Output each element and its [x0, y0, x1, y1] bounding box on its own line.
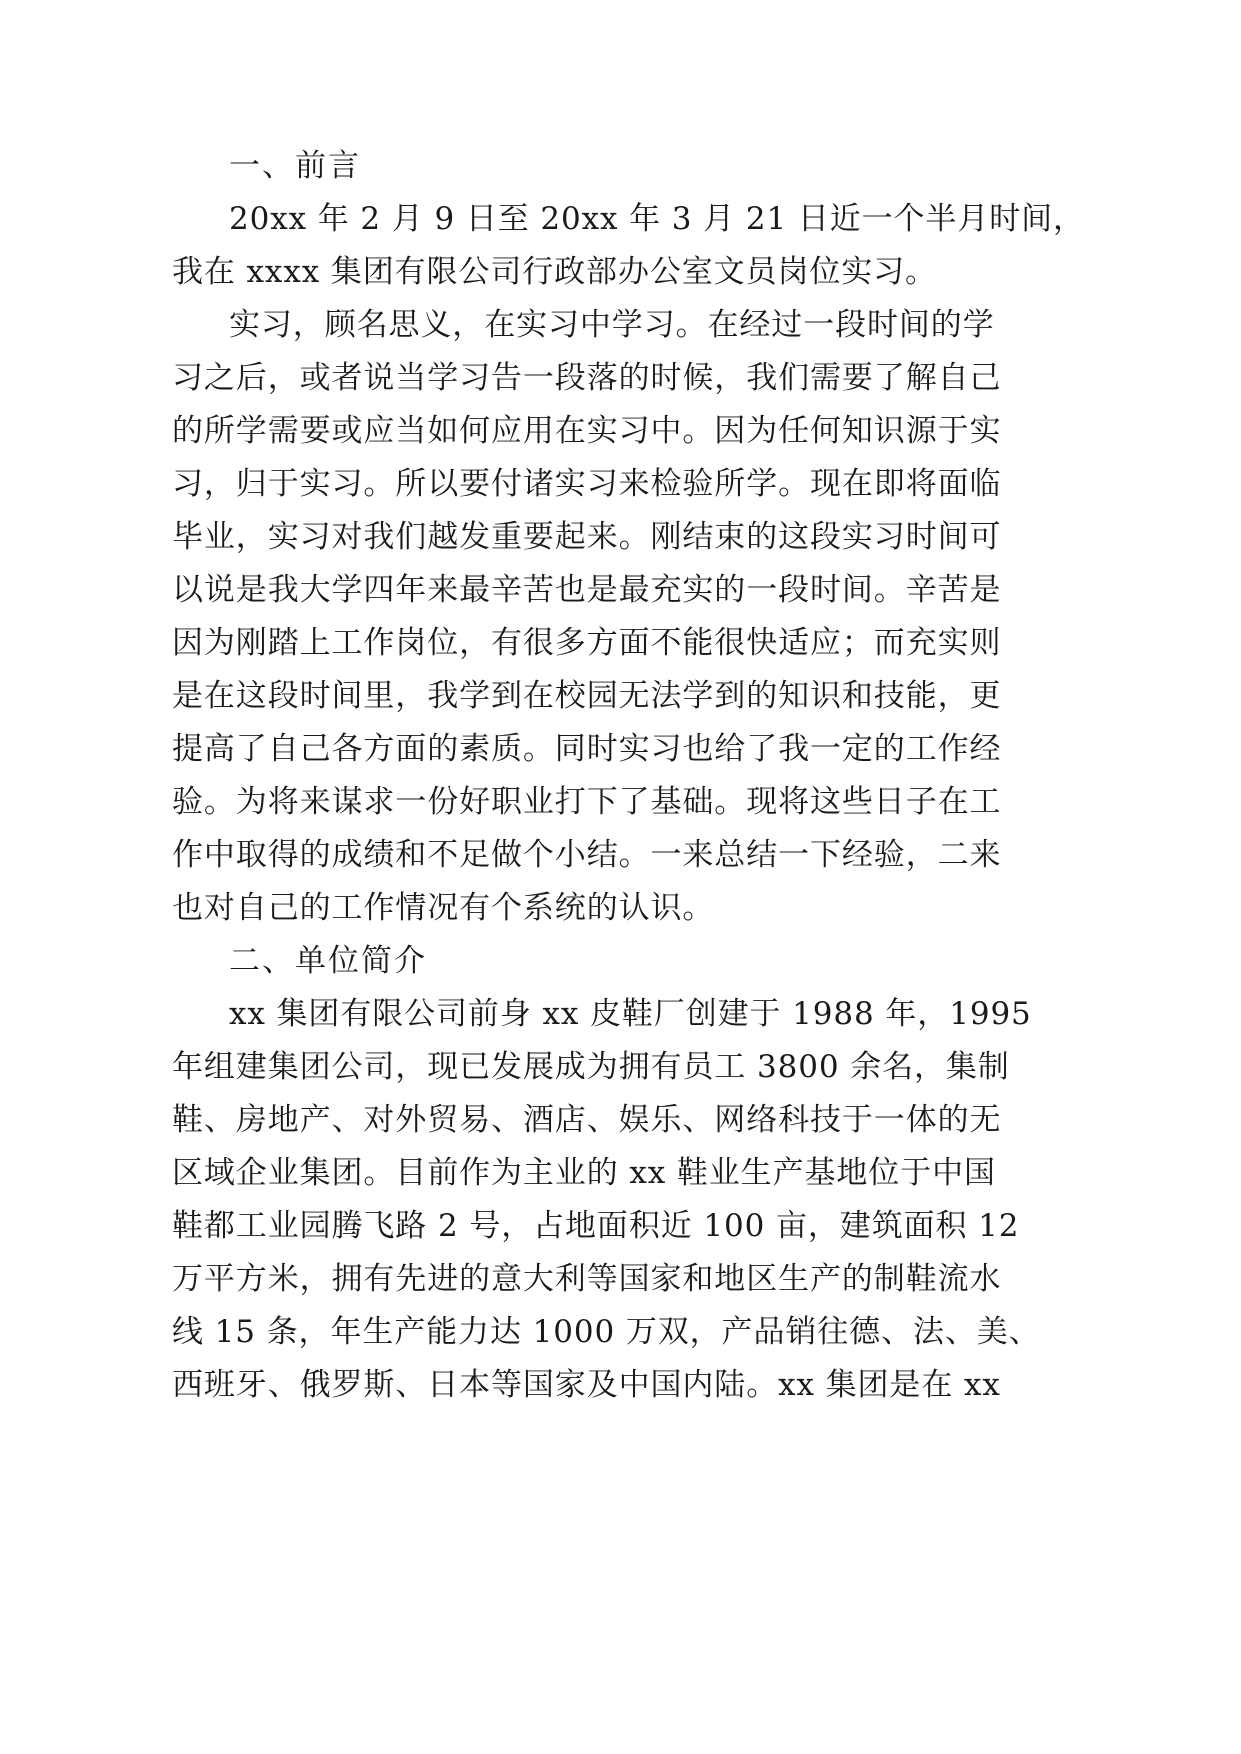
paragraph-line: 毕业，实习对我们越发重要起来。刚结束的这段实习时间可 [172, 519, 1002, 555]
paragraph-line: 西班牙、俄罗斯、日本等国家及中国内陆。xx 集团是在 xx [172, 1367, 1001, 1403]
paragraph-line: 区域企业集团。目前作为主业的 xx 鞋业生产基地位于中国 [172, 1155, 996, 1191]
paragraph-line: 习，归于实习。所以要付诸实习来检验所学。现在即将面临 [172, 466, 1002, 502]
paragraph-line: 也对自己的工作情况有个系统的认识。 [172, 890, 715, 926]
paragraph-line: 年组建集团公司，现已发展成为拥有员工 3800 余名，集制 [172, 1049, 1010, 1085]
paragraph-line: 实习，顾名思义，在实习中学习。在经过一段时间的学 [229, 307, 995, 343]
paragraph-line: 鞋都工业园腾飞路 2 号，占地面积近 100 亩，建筑面积 12 [172, 1208, 1020, 1244]
section-heading-preface: 一、前言 [229, 148, 361, 184]
paragraph-line: 提高了自己各方面的素质。同时实习也给了我一定的工作经 [172, 731, 1002, 767]
section-heading-company-profile: 二、单位简介 [229, 943, 427, 979]
paragraph-line: 的所学需要或应当如何应用在实习中。因为任何知识源于实 [172, 413, 1002, 449]
paragraph-line: 鞋、房地产、对外贸易、酒店、娱乐、网络科技于一体的无 [172, 1102, 1002, 1138]
paragraph-line: 万平方米，拥有先进的意大利等国家和地区生产的制鞋流水 [172, 1261, 1002, 1297]
paragraph-line: 以说是我大学四年来最辛苦也是最充实的一段时间。辛苦是 [172, 572, 1002, 608]
paragraph-line: xx 集团有限公司前身 xx 皮鞋厂创建于 1988 年，1995 [229, 996, 1032, 1032]
paragraph-line: 是在这段时间里，我学到在校园无法学到的知识和技能，更 [172, 678, 1002, 714]
paragraph-line: 作中取得的成绩和不足做个小结。一来总结一下经验，二来 [172, 837, 1002, 873]
paragraph-line: 习之后，或者说当学习告一段落的时候，我们需要了解自己 [172, 360, 1002, 396]
paragraph-line: 线 15 条，年生产能力达 1000 万双，产品销往德、法、美、 [172, 1314, 1041, 1350]
paragraph-line: 我在 xxxx 集团有限公司行政部办公室文员岗位实习。 [172, 254, 937, 290]
paragraph-line: 验。为将来谋求一份好职业打下了基础。现将这些日子在工 [172, 784, 1002, 820]
paragraph-line: 20xx 年 2 月 9 日至 20xx 年 3 月 21 日近一个半月时间， [229, 201, 1085, 237]
paragraph-line: 因为刚踏上工作岗位，有很多方面不能很快适应；而充实则 [172, 625, 1002, 661]
